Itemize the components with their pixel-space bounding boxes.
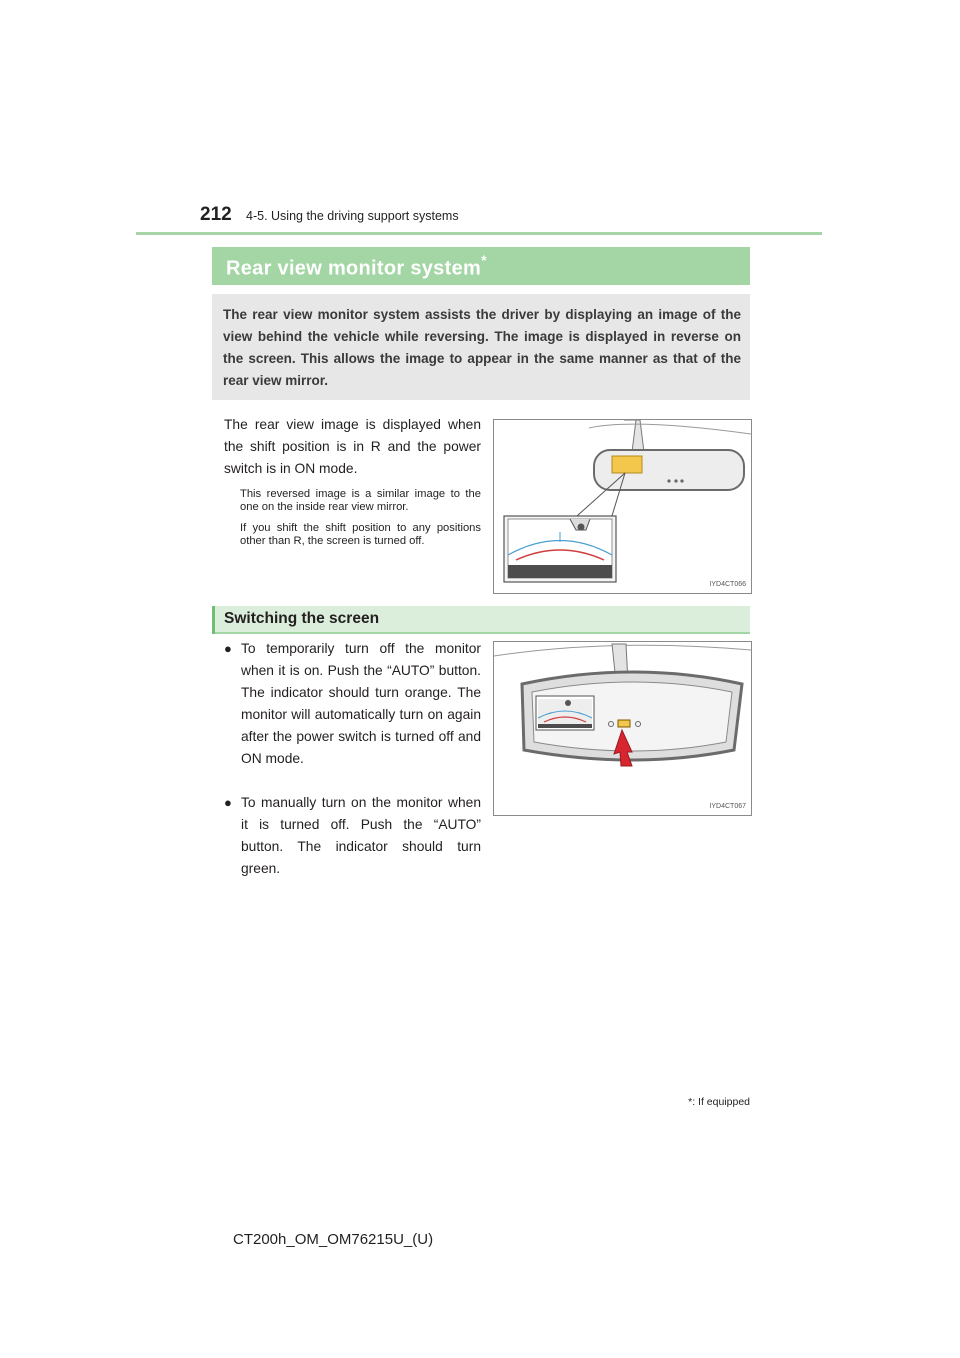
subsection-title: Switching the screen xyxy=(224,610,380,627)
footnote-text: : If equipped xyxy=(692,1096,750,1108)
page-number: 212 xyxy=(200,204,232,225)
document-code: CT200h_OM_OM76215U_(U) xyxy=(233,1231,434,1248)
page-title xyxy=(226,254,487,281)
if-equipped-marker: * xyxy=(481,252,487,268)
bullet-item xyxy=(224,638,481,778)
subsection-header xyxy=(212,606,750,634)
intro-box xyxy=(212,294,750,400)
footnote-marker: * xyxy=(688,1096,693,1108)
note-screen-off: If you shift the shift position to any positions other than R, the screen is turned off. xyxy=(240,522,481,547)
footnote xyxy=(620,1096,750,1108)
bullet-icon: ● xyxy=(224,795,232,810)
auto-button-illustration xyxy=(494,642,751,815)
intro-text: The rear view monitor system assists the driver by displaying an image of the view behind the vehicle while reversing. The image is displayed in reverse on the screen. This allows the image to appear in the same manner as that of the rear view mirror. xyxy=(223,307,741,388)
header-divider xyxy=(136,232,822,235)
bullet-item xyxy=(224,792,481,882)
page-title-text: Rear view monitor system xyxy=(226,257,482,280)
bullet-text: To temporarily turn off the monitor when it is on. Push the “AUTO” button. The indicator should turn orange. The monitor will automatically turn on again after the power switch is turned off and ON mode. xyxy=(241,641,481,766)
section-reference: 4-5. Using the driving support systems xyxy=(246,209,459,223)
subsection-accent xyxy=(212,606,215,634)
title-bar xyxy=(212,247,750,285)
bullet-text: To manually turn on the monitor when it is turned off. Push the “AUTO” button. The indicator should turn green. xyxy=(241,795,481,876)
note-reversed-image: This reversed image is a similar image to the one on the inside rear view mirror. xyxy=(240,488,481,513)
figure-code: IYD4CT066 xyxy=(709,581,746,588)
figure-auto-button xyxy=(493,641,752,816)
mirror-display-illustration xyxy=(494,420,751,593)
figure-mirror-display xyxy=(493,419,752,594)
figure-code: IYD4CT067 xyxy=(709,803,746,810)
bullet-icon: ● xyxy=(224,641,232,656)
main-paragraph: The rear view image is displayed when the shift position is in R and the power switch is in ON mode. xyxy=(224,417,481,476)
